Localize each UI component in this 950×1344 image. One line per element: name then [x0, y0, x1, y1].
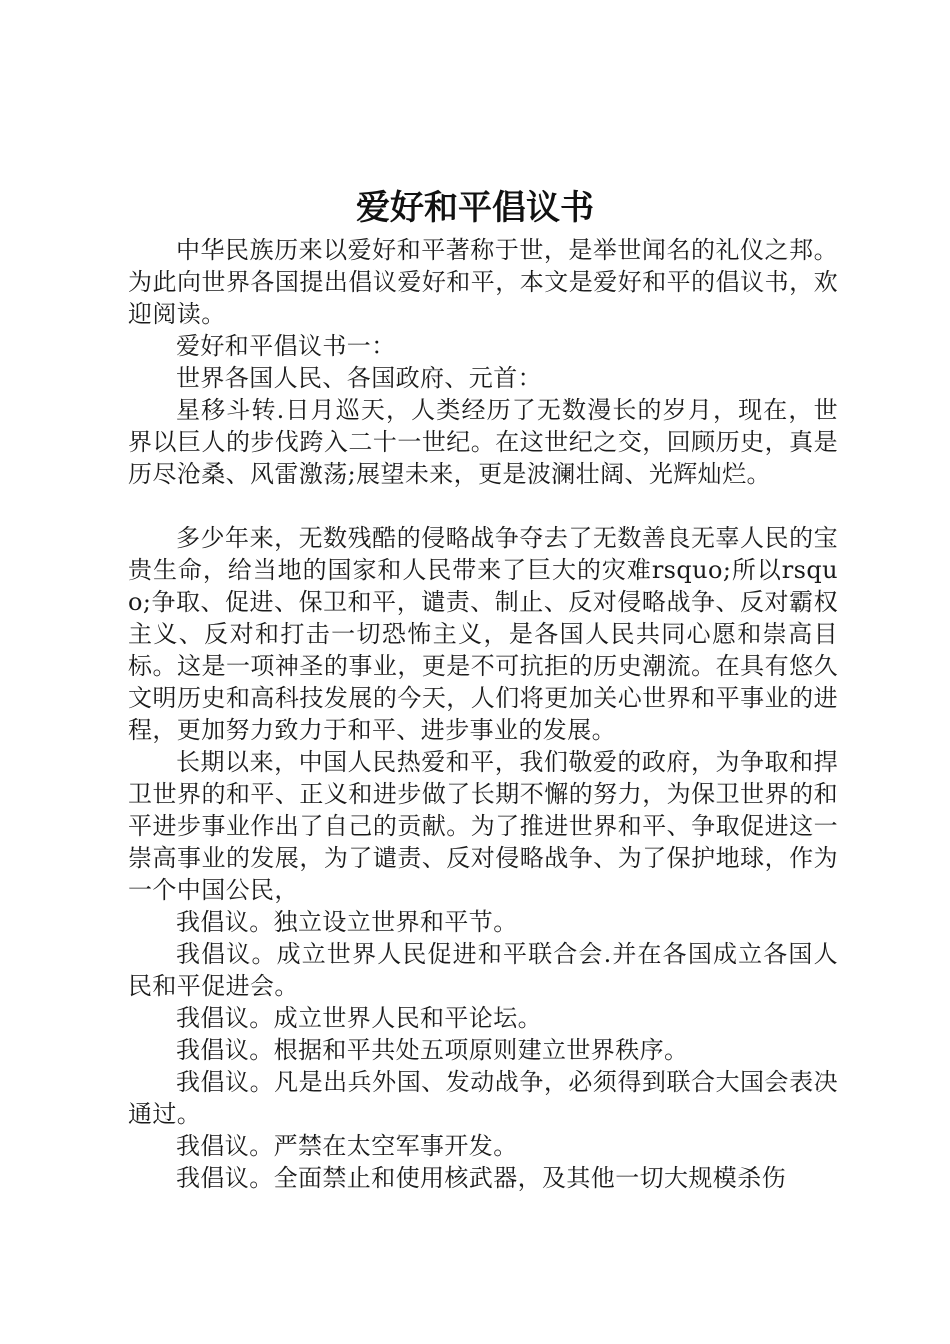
proposal-item: 我倡议。凡是出兵外国、发动战争，必须得到联合大国会表决通过。 — [128, 1068, 838, 1128]
document-title: 爱好和平倡议书 — [356, 188, 594, 228]
proposal-item: 我倡议。独立设立世界和平节。 — [176, 908, 518, 936]
paragraph-history: 星移斗转.日月巡天，人类经历了无数漫长的岁月，现在，世界以巨人的步伐跨入二十一世纪。在这世纪之交，回顾历史，真是历尽沧桑、风雷激荡;展望未来，更是波澜壮阔、光辉灿烂。 — [128, 396, 838, 488]
proposal-item: 我倡议。成立世界人民和平论坛。 — [176, 1004, 542, 1032]
document-body — [128, 234, 838, 1194]
proposal-item: 我倡议。根据和平共处五项原则建立世界秩序。 — [176, 1036, 689, 1064]
paragraph-intro: 中华民族历来以爱好和平著称于世，是举世闻名的礼仪之邦。为此向世界各国提出倡议爱好和平，本文是爱好和平的倡议书，欢迎阅读。 — [128, 236, 838, 328]
proposal-item: 我倡议。严禁在太空军事开发。 — [176, 1132, 518, 1160]
proposal-item: 我倡议。全面禁止和使用核武器，及其他一切大规模杀伤 — [176, 1164, 786, 1192]
paragraph-subheading: 爱好和平倡议书一： — [176, 332, 396, 360]
paragraph-spacer — [128, 490, 838, 522]
paragraph-wars: 多少年来，无数残酷的侵略战争夺去了无数善良无辜人民的宝贵生命，给当地的国家和人民带来了巨大的灾难rsquo;所以rsquo;争取、促进、保卫和平，谴责、制止、反对侵略战争、反对霸权主义、反对和打击一切恐怖主义，是各国人民共同心愿和崇高目标。这是一项神圣的事业，更是不可抗拒的历史潮流。在具有悠久文明历史和高科技发展的今天，人们将更加关心世界和平事业的进程，更加努力致力于和平、进步事业的发展。 — [128, 524, 838, 744]
paragraph-china: 长期以来，中国人民热爱和平，我们敬爱的政府，为争取和捍卫世界的和平、正义和进步做了长期不懈的努力，为保卫世界的和平进步事业作出了自己的贡献。为了推进世界和平、争取促进这一崇高事业的发展，为了谴责、反对侵略战争、为了保护地球，作为一个中国公民， — [128, 748, 838, 904]
proposal-item: 我倡议。成立世界人民促进和平联合会.并在各国成立各国人民和平促进会。 — [128, 940, 838, 1000]
paragraph-salutation: 世界各国人民、各国政府、元首： — [176, 364, 542, 392]
